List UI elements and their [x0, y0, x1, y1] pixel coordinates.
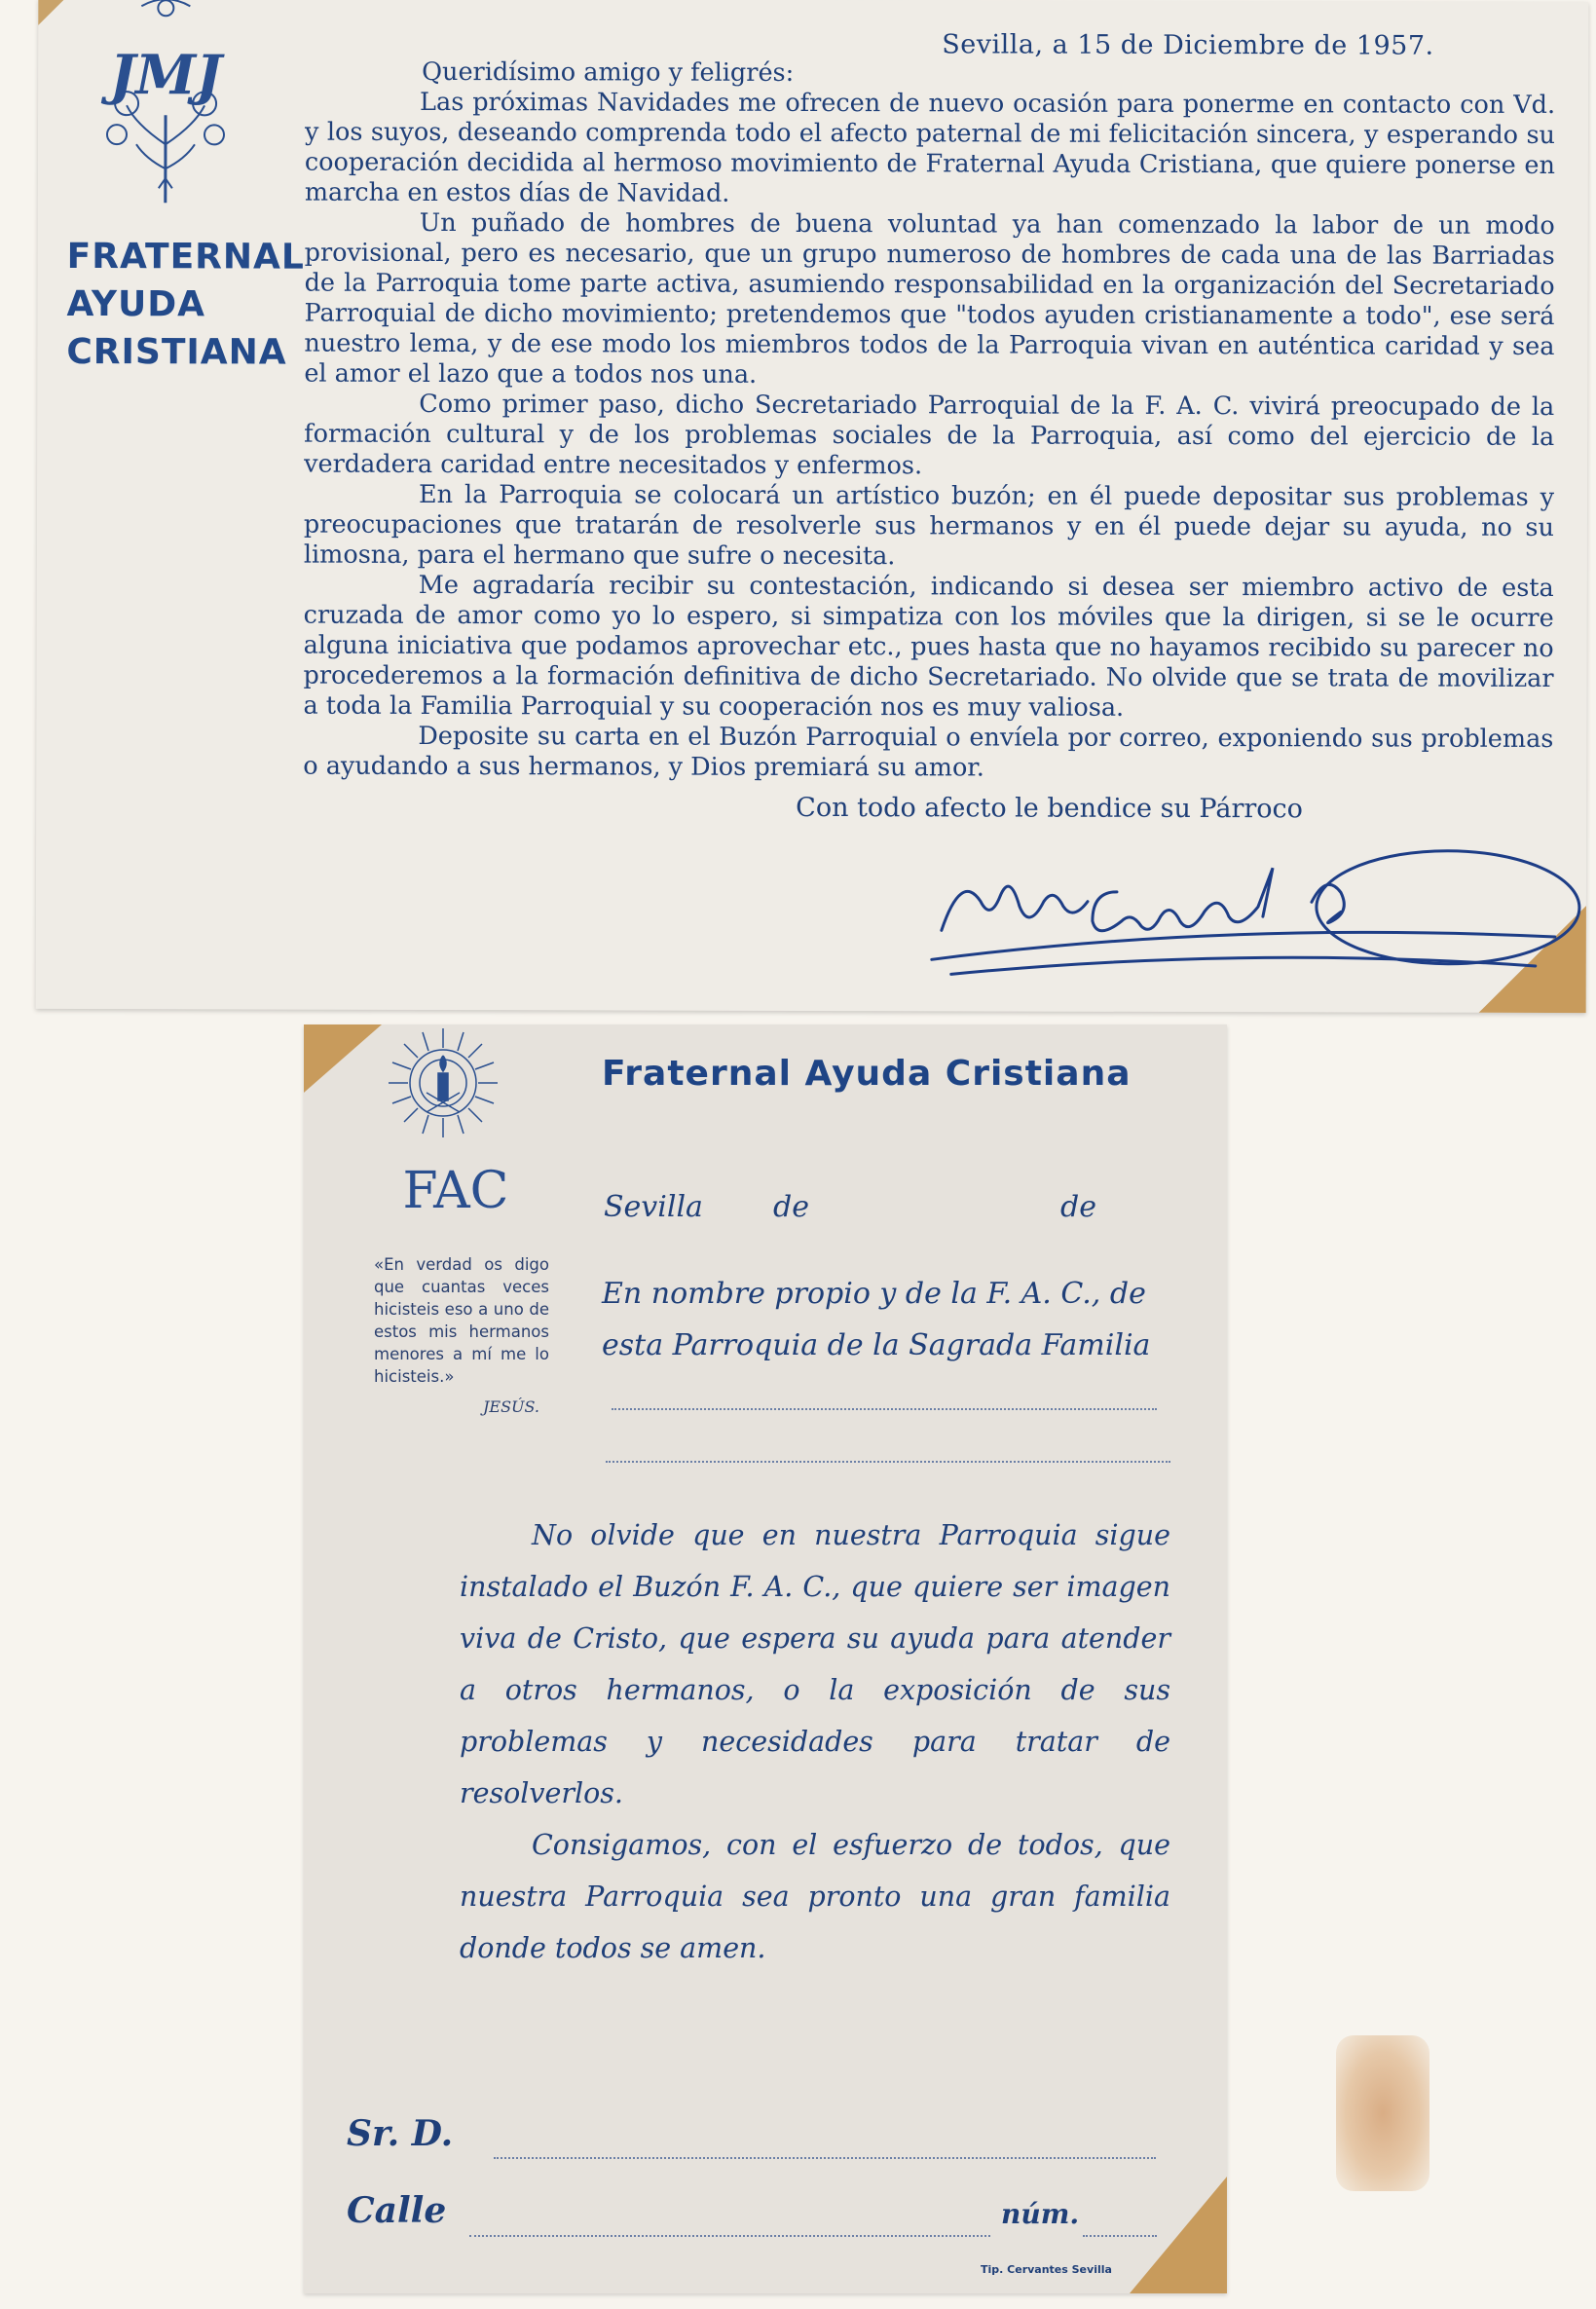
fac-monogram: [397, 1161, 514, 1219]
letter-sheet: [36, 0, 1589, 1013]
candle-sunburst-logo: [380, 1024, 506, 1156]
fill-in-line[interactable]: [606, 1461, 1170, 1463]
tape-corner: [38, 0, 65, 25]
letter-date: Sevilla, a 15 de Diciembre de 1957.: [942, 29, 1434, 61]
street-field-line[interactable]: [469, 2235, 990, 2237]
paragraph: Como primer paso, dicho Secretariado Parroquial de la F. A. C. vivirá preocupado de la formación cultural y de los problemas sociales de la Parroquia, así como del ejercicio de la verdadera caridad entre necesitados y enfermos.: [304, 389, 1555, 481]
org-name-line-1: FRATERNAL: [66, 236, 305, 278]
fill-in-line[interactable]: [612, 1408, 1157, 1410]
message-paragraph: Consigamos, con el esfuerzo de todos, que nuestra Parroquia sea pronto una gran familia donde todos se amen.: [460, 1829, 1170, 1964]
card-message: [460, 1509, 1170, 1974]
printer-credit: Tip. Cervantes Sevilla: [981, 2263, 1112, 2276]
paragraph: Me agradaría recibir su contestación, indicando si desea ser miembro activo de esta cruzada de amor como yo lo espero, si simpatiza con los móviles que la dirigen, si se le ocurre alguna iniciativa que podamos aprovechar etc., pues hasta que no hayamos recibido su parecer no procederemos a la formación definitiva de dicho Secretariado. No olvide que se trata de movilizar a toda la Familia Parroquial y su cooperación nos es muy valiosa.: [303, 570, 1554, 723]
paper-stain: [1336, 2035, 1429, 2191]
bible-quote: «En verdad os digo que cuantas veces hicisteis eso a uno de estos mis hermanos menores a mí me lo hicisteis.»: [374, 1255, 549, 1386]
date-de-label: de: [1060, 1190, 1096, 1224]
org-name-line-2: AYUDA: [66, 283, 206, 325]
letter-body: [303, 57, 1555, 785]
paragraph: Un puñado de hombres de buena voluntad ya han comenzado la labor de un modo provisional, pero es necesario, que un grupo numeroso de hombres de cada una de las Barriadas de la Parroquia tome parte activa, asumiendo responsabilidad en la organización del Secretariado Parroquial de dicho movimiento; pretendemos que "todos ayuden cristianamente a todo", ese será nuestro lema, y de ese modo los miembros todos de la Parroquia vivan en auténtica caridad y sea el amor el lazo que a todos nos una.: [304, 207, 1555, 390]
monogram-text: JMJ: [109, 43, 222, 108]
closing-line: Con todo afecto le bendice su Párroco: [796, 792, 1303, 825]
handwritten-signature: [922, 833, 1584, 1000]
name-field-line[interactable]: [494, 2157, 1156, 2159]
sr-d-label: Sr. D.: [347, 2113, 454, 2154]
calle-label: Calle: [347, 2190, 447, 2231]
paragraph: En la Parroquia se colocará un artístico buzón; en él puede depositar sus problemas y preocupaciones que tratarán de resolverle sus hermanos y en él puede dejar su ayuda, no su limosna, para el hermano que sufre o necesita.: [303, 479, 1555, 572]
city-label: Sevilla: [604, 1190, 703, 1224]
intro-text: En nombre propio y de la F. A. C., de esta Parroquia de la Sagrada Familia: [602, 1277, 1151, 1362]
paragraph: Las próximas Navidades me ofrecen de nuevo ocasión para ponerme en contacto con Vd. y los suyos, deseando comprenda todo el afecto paternal de mi felicitación sincera, y esperando su cooperación decidida al hermoso movimiento de Fraternal Ayuda Cristiana, que quiere ponerse en marcha en estos días de Navidad.: [304, 87, 1556, 208]
quote-author: JESÚS.: [483, 1397, 540, 1416]
message-paragraph: No olvide que en nuestra Parroquia sigue instalado el Buzón F. A. C., que quiere ser imagen viva de Cristo, que espera su ayuda para atender a otros hermanos, o la exposición de sus problemas y necesidades para tratar de resolverlos.: [460, 1519, 1170, 1809]
tape-corner: [304, 1024, 382, 1093]
number-field-line[interactable]: [1083, 2235, 1157, 2237]
svg-text:FAC: FAC: [402, 1162, 509, 1219]
reply-card: [304, 1024, 1227, 2293]
jmj-monogram-logo: [83, 0, 249, 203]
date-de-label: de: [773, 1190, 809, 1224]
greeting: Queridísimo amigo y feligrés:: [422, 56, 795, 88]
numero-label: núm.: [1001, 2198, 1080, 2230]
card-title: Fraternal Ayuda Cristiana: [602, 1054, 1132, 1094]
org-name-vertical: [66, 234, 305, 378]
org-name-line-3: CRISTIANA: [66, 331, 287, 373]
paragraph: Deposite su carta en el Buzón Parroquial o envíela por correo, exponiendo sus problemas o ayudando a sus hermanos, y Dios premiará su amor.: [303, 721, 1554, 783]
